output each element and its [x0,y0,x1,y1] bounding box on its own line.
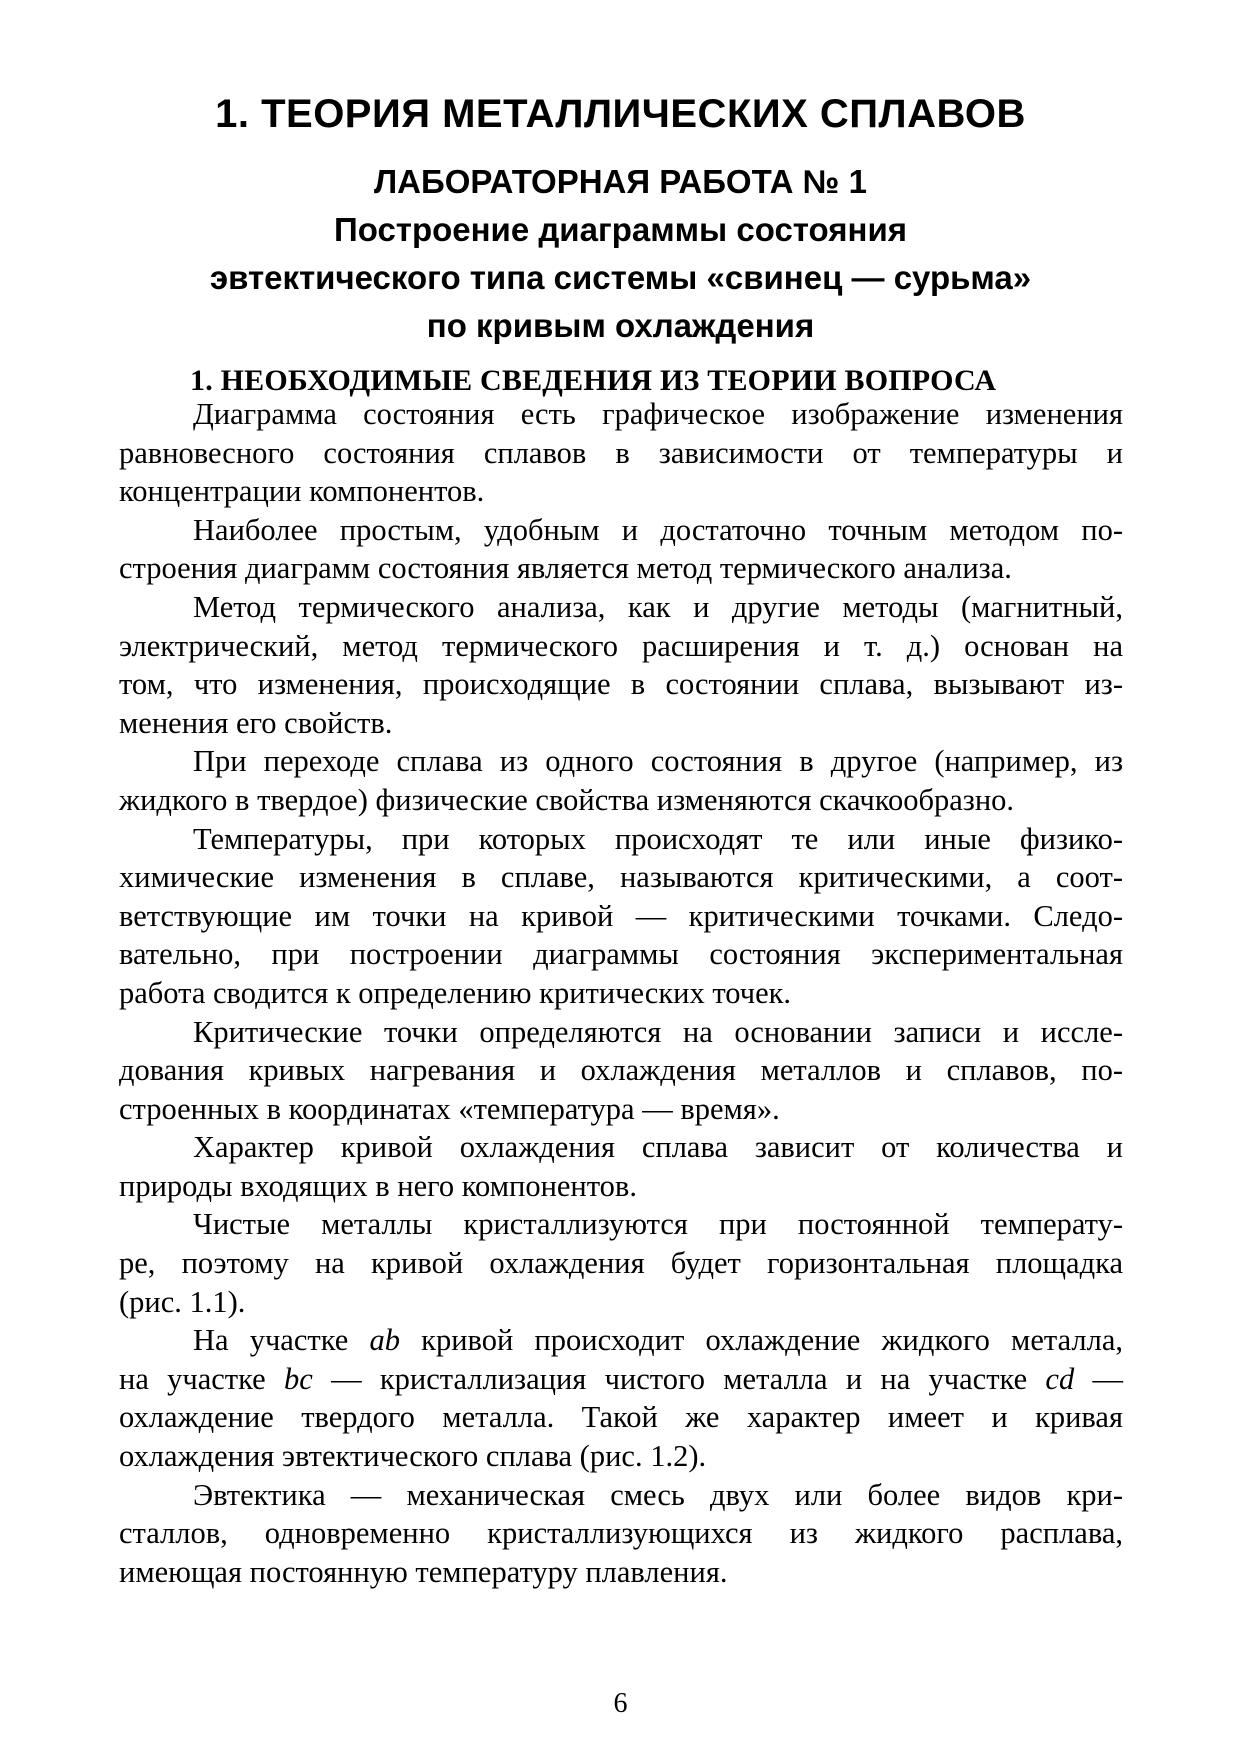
text-line: химические изменения в сплаве, называются критическими, а соот- [119,860,1123,895]
text-line: жидкого в твердое) физические свойства изменяются скачкообразно. [119,782,1015,817]
segment-label: ab [369,1323,400,1358]
text-line: менения его свойств. [119,705,393,740]
text-line: ветствующие им точки на кривой — критическими точками. Следо- [119,898,1123,933]
text-line: охлаждение твердого металла. Такой же характер имеет и кривая [119,1400,1123,1435]
text-line: электрический, метод термического расширения и т. д.) основан на [119,628,1123,663]
text-line: ре, поэтому на кривой охлаждения будет горизонтальная площадка [119,1246,1123,1281]
text-line: строенных в координатах «температура — время». [119,1091,780,1126]
paragraph [119,1128,1123,1205]
text-fragment: — [1074,1361,1123,1396]
text-line: Критические точки определяются на основании записи и иссле- [193,1014,1123,1049]
paragraph [119,588,1123,742]
segment-label: cd [1045,1361,1075,1396]
paragraph [119,1013,1123,1129]
text-line: При переходе сплава из одного состояния в другое (например, из [193,744,1123,779]
text-line [119,1321,1123,1360]
paragraph [119,742,1123,819]
section-title: 1. НЕОБХОДИМЫЕ СВЕДЕНИЯ ИЗ ТЕОРИИ ВОПРОСА [190,364,997,397]
lab-title-line: эвтектического типа системы «свинец — сурьма» [209,259,1032,296]
segment-label: bc [284,1361,313,1396]
chapter-title: 1. ТЕОРИЯ МЕТАЛЛИЧЕСКИХ СПЛАВОВ [215,92,1026,136]
text-line: сталлов, одновременно кристаллизующихся из жидкого расплава, [119,1516,1123,1551]
text-line: Наиболее простым, удобным и достаточно точным методом по- [193,512,1123,547]
text-line: Эвтектика — механическая смесь двух или более видов кри- [193,1477,1123,1512]
text-line: охлаждения эвтектического сплава (рис. 1.2). [119,1439,707,1474]
text-line: равновесного состояния сплавов в зависимости от температуры и [119,435,1123,470]
text-line: работа сводится к определению критических точек. [119,975,792,1010]
text-line: природы входящих в него компонентов. [119,1168,637,1203]
paragraph [119,1321,1123,1475]
text-line: Характер кривой охлаждения сплава зависит от количества и [193,1130,1123,1165]
page-number: 6 [613,1688,628,1719]
text-line: концентрации компонентов. [119,474,485,509]
text-fragment: кривой происходит охлаждение жидкого металла, [399,1323,1123,1358]
text-fragment: — кристаллизация чистого металла и на участке [312,1361,1046,1396]
text-line: (рис. 1.1). [119,1284,246,1319]
paragraph [119,1205,1123,1321]
text-fragment: На участке [193,1323,370,1358]
paragraph [119,395,1123,511]
lab-header [0,158,1241,350]
lab-title-line: Построение диаграммы состояния [334,211,907,248]
paragraph [119,511,1123,588]
lab-label: ЛАБОРАТОРНАЯ РАБОТА № 1 [374,163,867,200]
text-fragment: на участке [119,1361,284,1396]
text-line: Диаграмма состояния есть графическое изображение изменения [193,397,1123,431]
text-line: вательно, при построении диаграммы состояния экспериментальная [119,937,1123,972]
paragraph [119,820,1123,1013]
lab-title-line: по кривым охлаждения [426,307,815,344]
text-line: том, что изменения, происходящие в состоянии сплава, вызывают из- [119,667,1123,702]
text-line [119,1360,1123,1399]
text-line: Метод термического анализа, как и другие методы (магнитный, [193,589,1123,624]
paragraph [119,1476,1123,1592]
text-line: строения диаграмм состояния является метод термического анализа. [119,551,1012,586]
text-line: дования кривых нагревания и охлаждения металлов и сплавов, по- [119,1053,1123,1088]
text-line: Чистые металлы кристаллизуются при постоянной температу- [193,1207,1123,1242]
text-line: Температуры, при которых происходят те или иные физико- [193,821,1123,856]
body-text [119,395,1123,1591]
text-line: имеющая постоянную температуру плавления. [119,1554,728,1589]
